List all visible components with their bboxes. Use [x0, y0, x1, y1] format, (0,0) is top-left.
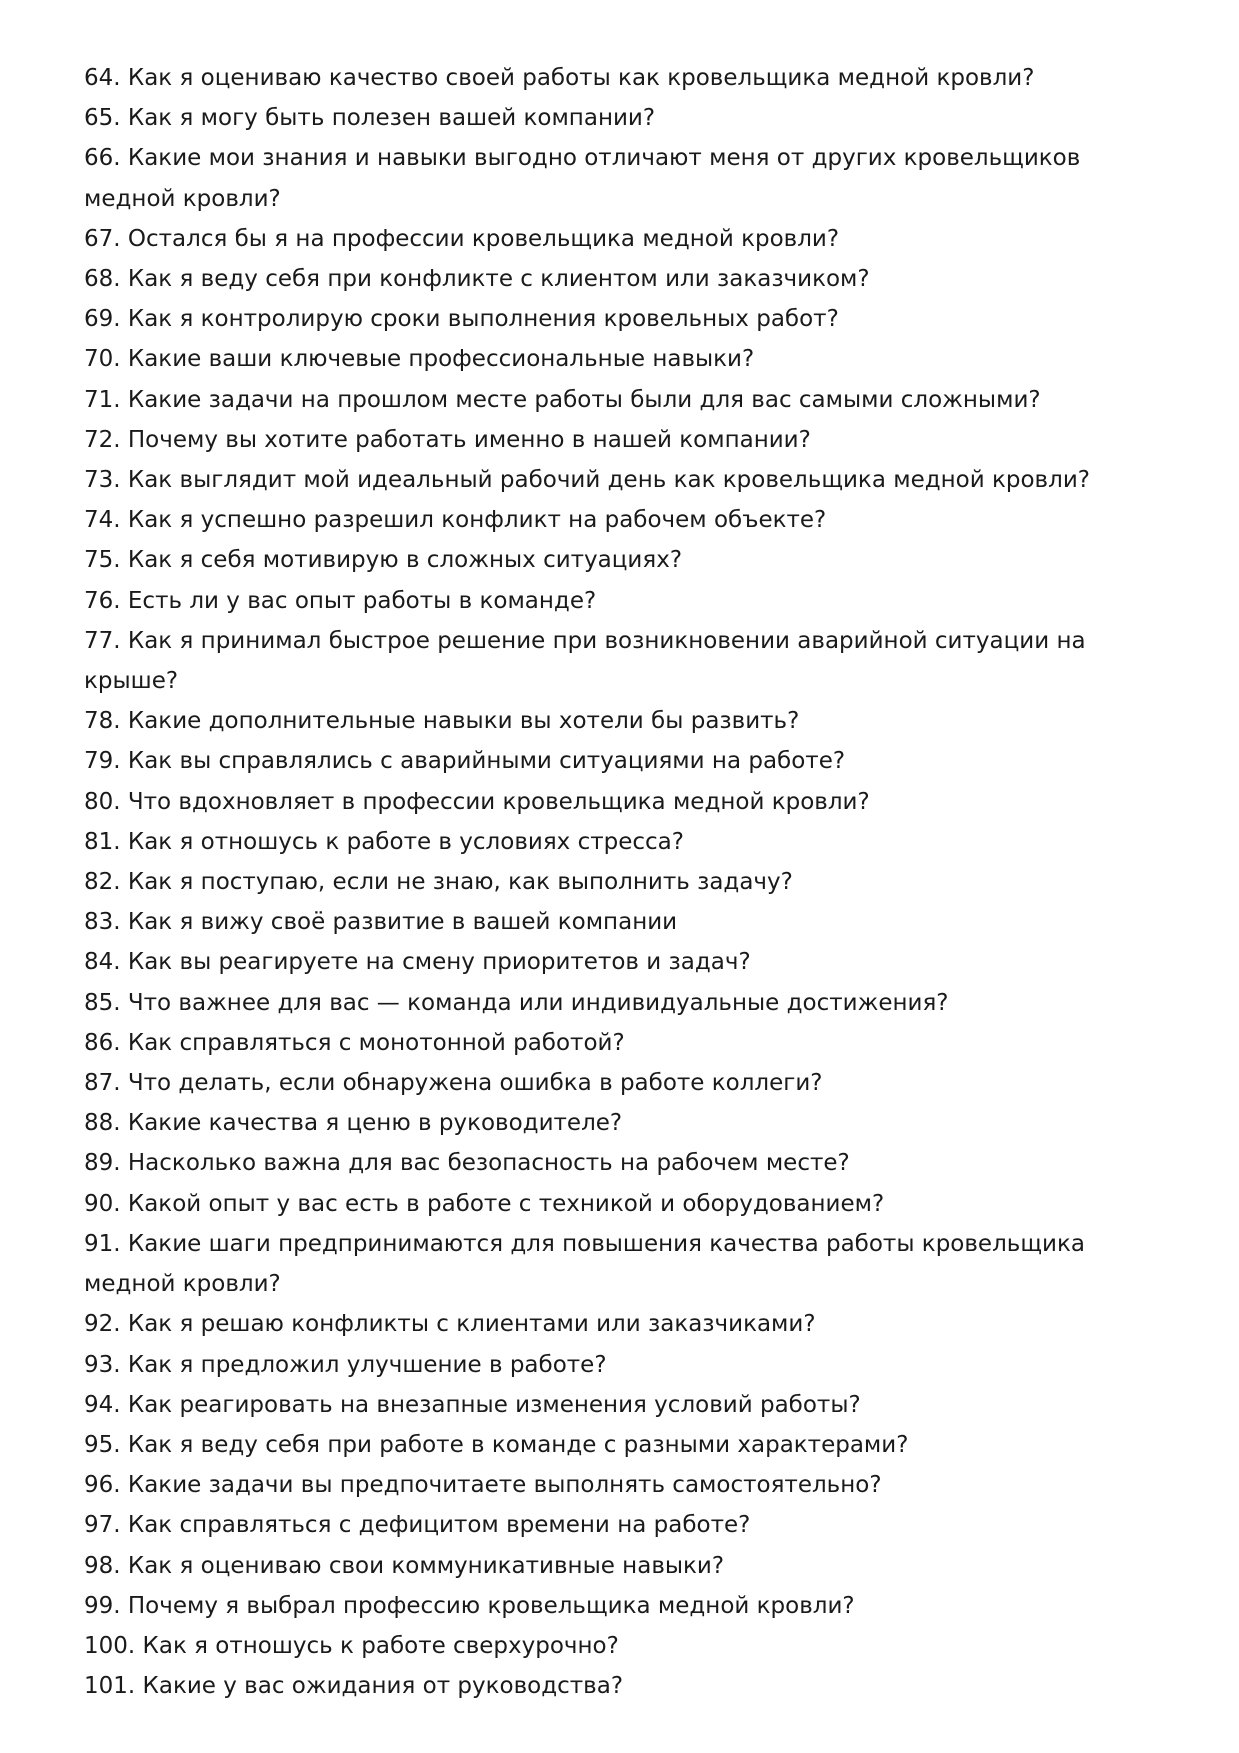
question-item: 89. Насколько важна для вас безопасность на рабочем месте?	[84, 1150, 850, 1177]
question-item: 78. Какие дополнительные навыки вы хотели бы развить?	[84, 708, 800, 735]
question-item: 92. Как я решаю конфликты с клиентами или заказчиками?	[84, 1311, 816, 1338]
question-item: 90. Какой опыт у вас есть в работе с техникой и оборудованием?	[84, 1190, 885, 1217]
question-item: 98. Как я оцениваю свои коммуникативные навыки?	[84, 1552, 725, 1579]
question-item: 97. Как справляться с дефицитом времени на работе?	[84, 1512, 751, 1539]
question-item: 96. Какие задачи вы предпочитаете выполнять самостоятельно?	[84, 1472, 882, 1499]
question-item: 64. Как я оцениваю качество своей работы как кровельщика медной кровли?	[84, 65, 1035, 91]
question-item: 70. Какие ваши ключевые профессиональные навыки?	[84, 346, 755, 373]
question-item: 91. Какие шаги предпринимаются для повышения качества работы кровельщика медной кровли?	[84, 1230, 1085, 1298]
question-item: 69. Как я контролирую сроки выполнения кровельных работ?	[84, 306, 839, 333]
question-item: 84. Как вы реагируете на смену приоритетов и задач?	[84, 949, 751, 976]
question-item: 77. Как я принимал быстрое решение при возникновении аварийной ситуации на крыше?	[84, 627, 1086, 695]
question-item: 68. Как я веду себя при конфликте с клиентом или заказчиком?	[84, 266, 870, 293]
question-item: 81. Как я отношусь к работе в условиях стресса?	[84, 828, 684, 855]
question-item: 74. Как я успешно разрешил конфликт на рабочем объекте?	[84, 507, 827, 534]
question-item: 94. Как реагировать на внезапные изменения условий работы?	[84, 1391, 861, 1418]
question-item: 66. Какие мои знания и навыки выгодно отличают меня от других кровельщиков медной кровли?	[84, 145, 1081, 212]
question-item: 93. Как я предложил улучшение в работе?	[84, 1351, 607, 1378]
question-item: 76. Есть ли у вас опыт работы в команде?	[84, 587, 597, 614]
question-item: 79. Как вы справлялись с аварийными ситуациями на работе?	[84, 748, 846, 775]
question-item: 73. Как выглядит мой идеальный рабочий день как кровельщика медной кровли?	[84, 467, 1090, 494]
question-item: 86. Как справляться с монотонной работой?	[84, 1029, 625, 1056]
question-item: 71. Какие задачи на прошлом месте работы были для вас самыми сложными?	[84, 386, 1041, 413]
question-item: 88. Какие качества я ценю в руководителе?	[84, 1110, 623, 1137]
question-item: 99. Почему я выбрал профессию кровельщика медной кровли?	[84, 1592, 855, 1619]
question-item: 72. Почему вы хотите работать именно в нашей компании?	[84, 426, 811, 453]
question-item: 80. Что вдохновляет в профессии кровельщика медной кровли?	[84, 788, 870, 815]
question-item: 65. Как я могу быть полезен вашей компании?	[84, 105, 656, 132]
question-item: 95. Как я веду себя при работе в команде с разными характерами?	[84, 1431, 909, 1458]
question-list	[84, 58, 1164, 1706]
question-item: 85. Что важнее для вас — команда или индивидуальные достижения?	[84, 989, 949, 1016]
question-item: 87. Что делать, если обнаружена ошибка в работе коллеги?	[84, 1070, 823, 1097]
question-item: 75. Как я себя мотивирую в сложных ситуациях?	[84, 547, 683, 574]
question-item: 67. Остался бы я на профессии кровельщика медной кровли?	[84, 225, 840, 252]
question-item: 83. Как я вижу своё развитие в вашей компании	[84, 909, 678, 936]
question-item: 100. Как я отношусь к работе сверхурочно?	[84, 1632, 619, 1659]
question-item: 101. Какие у вас ожидания от руководства?	[84, 1673, 624, 1700]
question-item: 82. Как я поступаю, если не знаю, как выполнить задачу?	[84, 869, 793, 896]
